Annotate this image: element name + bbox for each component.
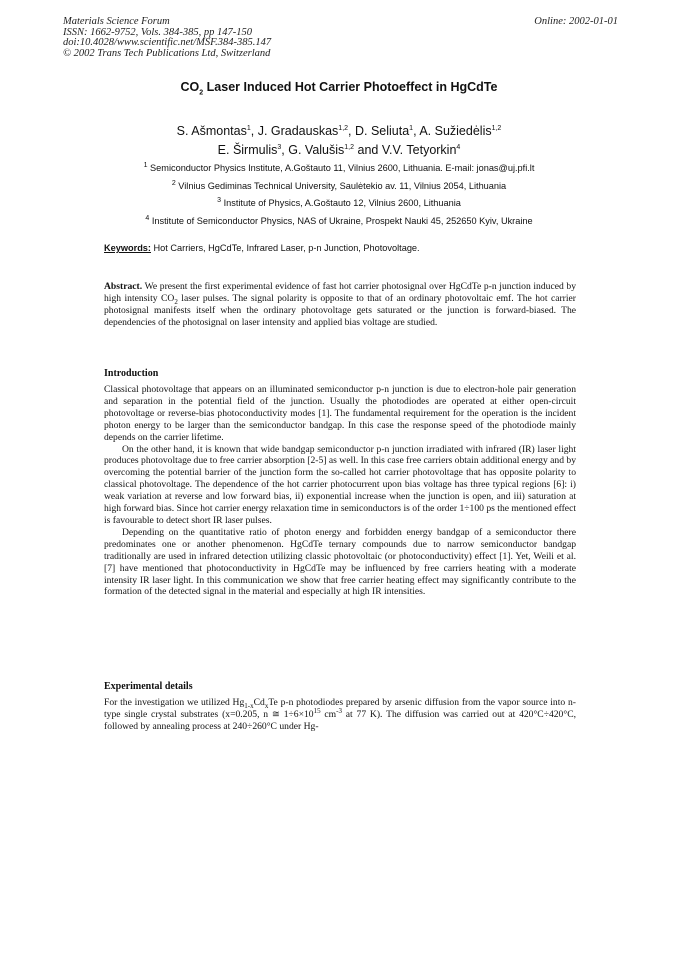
title-part: CO xyxy=(180,80,200,94)
doi-line[interactable]: doi:10.4028/www.scientific.net/MSF.384-385.147 xyxy=(63,37,272,49)
author-affil: 1,2 xyxy=(491,124,502,132)
exp-text: at 77 K). The diffusion was carried out at 420°C÷420°C, followed by annealing process at 240÷260°C under Hg- xyxy=(104,708,576,732)
publication-header xyxy=(63,17,618,59)
author-name: , A. Sužiedėlis xyxy=(413,124,492,138)
introduction-body xyxy=(104,384,576,598)
affil-text: Institute of Physics, A.Goštauto 12, Vilnius 2600, Lithuania xyxy=(221,198,461,208)
affiliation-3 xyxy=(0,198,678,208)
issn-line: ISSN: 1662-9752, Vols. 384-385, pp 147-150 xyxy=(63,26,252,38)
author-name: , G. Valušis xyxy=(281,143,345,157)
intro-paragraph: Depending on the quantitative ratio of photon energy and forbidden energy bandgap of a semiconductor there predominates one or another phenomenon. HgCdTe ternary compounds due to narrow semiconductor bandgap traditionally are used in infrared detection utilizing classic photovoltaic (or photoconductivity) effect [1]. Yet, Weili et al. [7] have mentioned that photoconductivity in HgCdTe may be influenced by free carriers heating with a moderate intensity IR laser light. In this communication we show that free carrier heating effect may significantly contribute to the formation of the detected signal in the material and especially at high IR intensities. xyxy=(104,526,576,598)
abstract-text: We present the first experimental evidence of fast hot carrier photosignal over HgCdTe p-n junction induced by high intensity CO xyxy=(104,281,576,304)
author-affil: 1 xyxy=(409,124,414,132)
affil-text: Institute of Semiconductor Physics, NAS of Ukraine, Prospekt Nauki 45, 252650 Kyiv, Ukraine xyxy=(149,216,533,226)
exp-subscript: 1-x xyxy=(244,701,254,710)
author-affil: 4 xyxy=(456,143,461,151)
affil-number: 3 xyxy=(217,196,222,204)
exp-text: Te p-n photodiodes prepared by arsenic diffusion from the vapor source into n-type single crystal substrates (x=0.205, n ≅ 1÷6×10 xyxy=(104,697,576,720)
author-name: , D. Seliuta xyxy=(348,124,410,138)
intro-paragraph: On the other hand, it is known that wide bandgap semiconductor p-n junction irradiated with infrared (IR) laser light produces photovoltage due to free carrier absorption [2-5] as well. In this case free carriers obtain additional energy and by overcoming the potential barrier of the junction form the so-called hot carrier photovoltage that has opposite polarity to classical photovoltage. The dependence of the hot carrier photocurrent upon bias voltage has three typical regions [6]: i) weak variation at reverse and low forward bias, ii) exponential increase when the junction is open, and iii) saturation at high forward bias. Since hot carrier energy relaxation time in semiconductors is of the order 1÷100 ps the mentioned effect is favourable to detect short IR laser pulses. xyxy=(104,443,576,526)
keywords-text: Hot Carriers, HgCdTe, Infrared Laser, p-n Junction, Photovoltage. xyxy=(150,243,420,253)
journal-name: Materials Science Forum xyxy=(63,16,170,27)
exp-subscript: x xyxy=(264,701,269,710)
section-heading-experimental: Experimental details xyxy=(104,681,193,692)
author-affil: 1,2 xyxy=(338,124,349,132)
copyright-line: © 2002 Trans Tech Publications Ltd, Switzerland xyxy=(63,47,271,59)
abstract-label: Abstract. xyxy=(104,281,143,292)
author-affil: 1 xyxy=(246,124,251,132)
author-name: E. Širmulis xyxy=(217,143,278,157)
keywords xyxy=(104,243,420,253)
affiliation-4 xyxy=(0,216,678,226)
exp-text: For the investigation we utilized Hg xyxy=(104,697,245,708)
author-name: , J. Gradauskas xyxy=(250,124,339,138)
affil-number: 4 xyxy=(145,214,150,222)
affil-text: Semiconductor Physics Institute, A.Goštauto 11, Vilnius 2600, Lithuania. E-mail: jonas@uj.pfi.lt xyxy=(147,163,535,173)
author-affil: 1,2 xyxy=(344,143,355,151)
title-part: Laser Induced Hot Carrier Photoeffect in HgCdTe xyxy=(203,80,498,94)
exp-text: Cd xyxy=(253,697,265,708)
intro-paragraph: Classical photovoltage that appears on an illuminated semiconductor p-n junction is due to electron-hole pair generation and separation in the potential field of the junction. Usually the photodiodes are operated at either open-circuit photovoltage or reverse-bias photoconductivity modes [1]. The fundamental requirement for the operation is the incident photon energy to be larger than the semiconductor bandgap. In this case the response speed of the photodiode mainly depends on the carrier lifetime. xyxy=(104,384,576,443)
author-line-2 xyxy=(0,143,678,157)
title-subscript: 2 xyxy=(199,89,204,97)
affiliation-2 xyxy=(0,181,678,191)
exp-superscript: -3 xyxy=(336,706,342,715)
author-affil: 3 xyxy=(277,143,282,151)
keywords-label: Keywords: xyxy=(104,243,151,253)
abstract-text: laser pulses. The signal polarity is opposite to that of an ordinary photovoltaic emf. The hot carrier photosignal manifests itself when the ordinary photovoltage gets saturated or the junction is forward-biased. The dependencies of the photosignal on laser intensity and applied bias voltage are studied. xyxy=(104,292,576,328)
affil-text: Vilnius Gediminas Technical University, Saulėtekio av. 11, Vilnius 2054, Lithuania xyxy=(175,181,507,191)
author-line-1 xyxy=(0,124,678,138)
abstract xyxy=(104,281,576,329)
author-name: and V.V. Tetyorkin xyxy=(354,143,457,157)
affiliation-1 xyxy=(0,163,678,173)
experimental-body xyxy=(104,697,576,733)
author-name: S. Ašmontas xyxy=(176,124,247,138)
section-heading-introduction: Introduction xyxy=(104,368,159,379)
exp-superscript: 15 xyxy=(313,706,321,715)
affil-number: 2 xyxy=(171,179,176,187)
online-date: Online: 2002-01-01 xyxy=(534,16,618,27)
abstract-subscript: 2 xyxy=(174,297,178,306)
affil-number: 1 xyxy=(143,161,148,169)
exp-text: cm xyxy=(320,708,337,720)
paper-title xyxy=(0,80,678,97)
